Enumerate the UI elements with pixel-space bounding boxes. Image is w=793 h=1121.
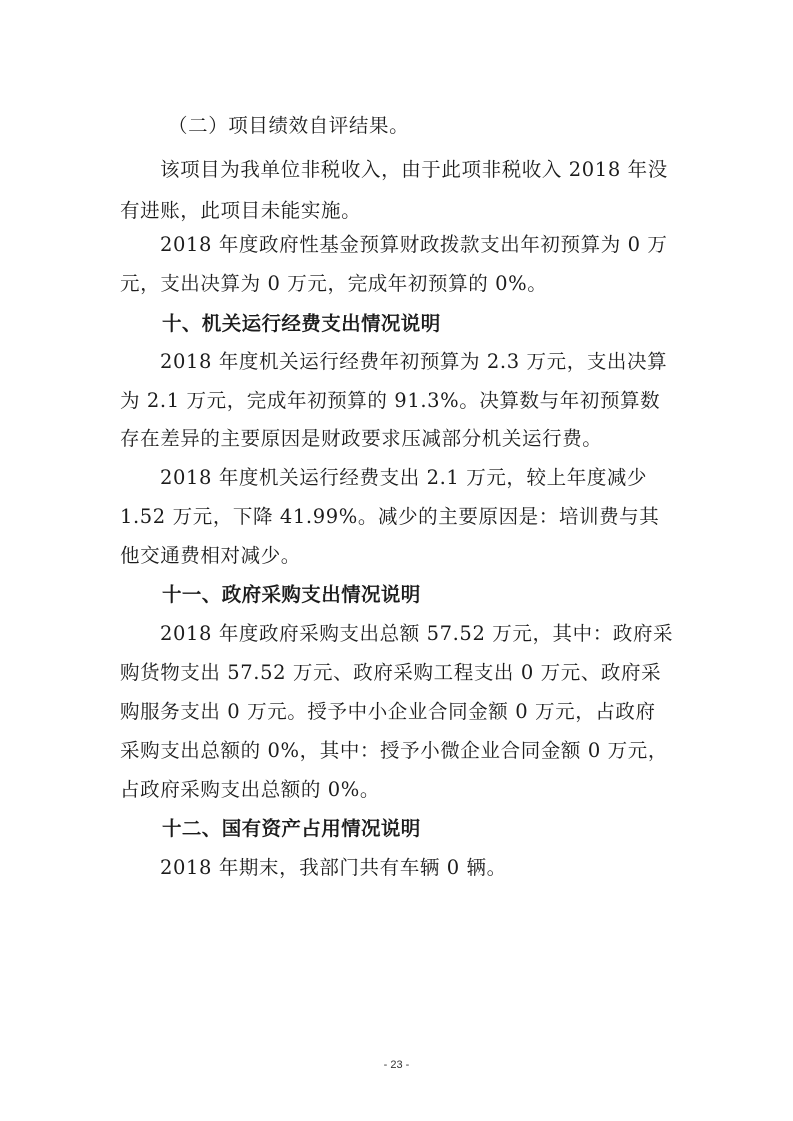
section-heading-11: 十一、政府采购支出情况说明 [162,583,421,606]
paragraph-line: 该项目为我单位非税收入，由于此项非税收入 2018 年没 [160,158,668,181]
section-heading-10: 十、机关运行经费支出情况说明 [162,312,441,335]
paragraph-line: 为 2.1 万元，完成年初预算的 91.3%。决算数与年初预算数 [120,389,661,412]
paragraph-line: 采购支出总额的 0%，其中：授予小微企业合同金额 0 万元， [120,739,668,762]
paragraph-line: 2018 年度机关运行经费支出 2.1 万元，较上年度减少 [160,466,648,489]
paragraph-line: 购服务支出 0 万元。授予中小企业合同金额 0 万元，占政府 [120,700,656,723]
paragraph-line: 占政府采购支出总额的 0%。 [120,778,381,801]
paragraph-line: 2018 年期末，我部门共有车辆 0 辆。 [160,856,507,879]
page-number: - 23 - [383,1059,410,1071]
paragraph-line: 2018 年度机关运行经费年初预算为 2.3 万元，支出决算 [160,350,668,373]
paragraph-line: 2018 年度政府采购支出总额 57.52 万元，其中：政府采 [160,622,674,645]
section-heading-12: 十二、国有资产占用情况说明 [162,817,421,840]
paragraph-line: 2018 年度政府性基金预算财政拨款支出年初预算为 0 万 [160,233,668,256]
paragraph-line: 购货物支出 57.52 万元、政府采购工程支出 0 万元、政府采 [120,661,662,684]
paragraph-line: 他交通费相对减少。 [120,544,301,567]
paragraph-line: 元，支出决算为 0 万元，完成年初预算的 0%。 [120,272,548,295]
paragraph-line: 存在差异的主要原因是财政要求压减部分机关运行费。 [120,427,603,450]
paragraph-line: 有进账，此项目未能实施。 [120,199,362,222]
sub-heading: （二）项目绩效自评结果。 [168,114,410,137]
paragraph-line: 1.52 万元，下降 41.99%。减少的主要原因是：培训费与其 [120,505,660,528]
